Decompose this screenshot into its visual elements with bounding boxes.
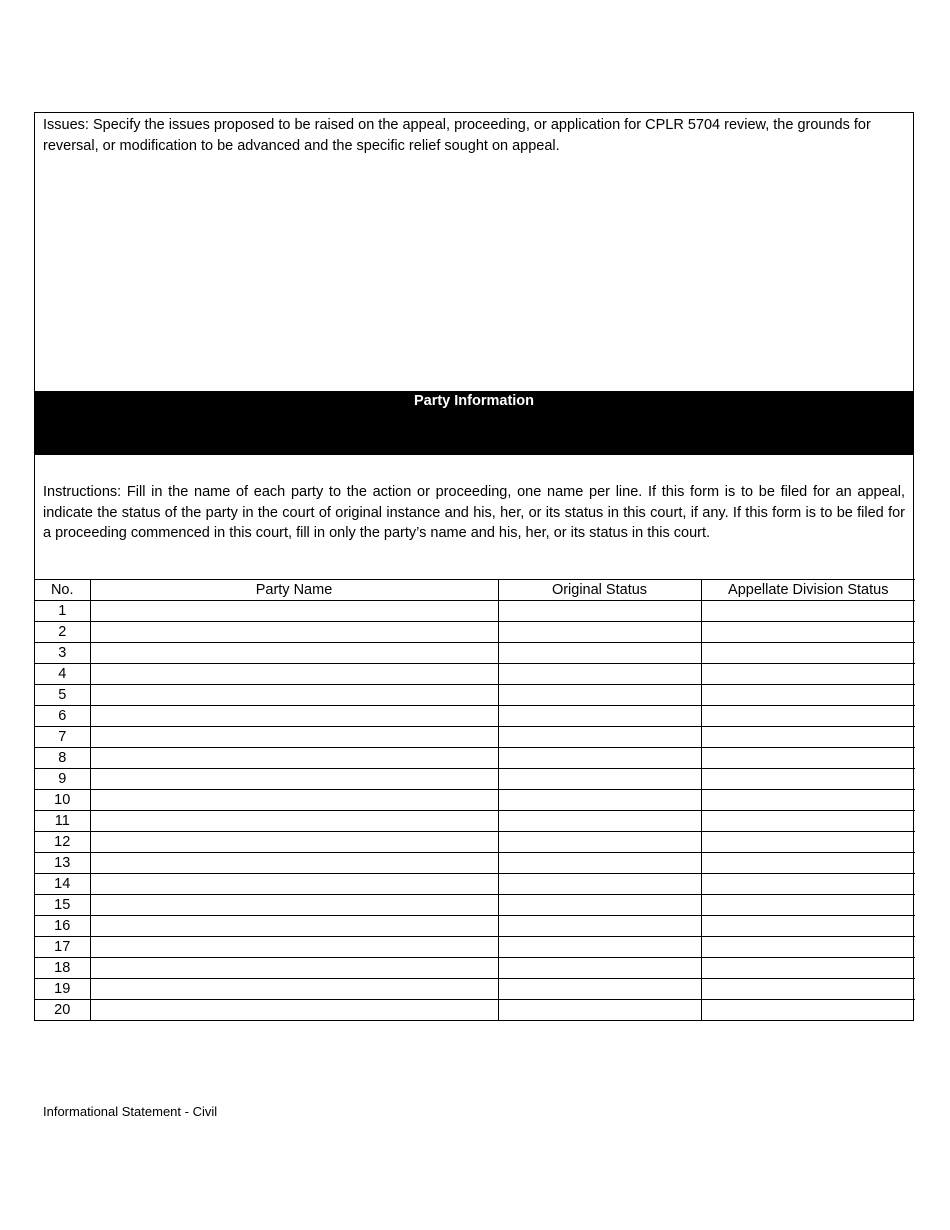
row-number: 10 bbox=[35, 790, 90, 811]
appellate-status-cell[interactable] bbox=[701, 937, 915, 958]
original-status-cell[interactable] bbox=[498, 769, 701, 790]
party-name-cell[interactable] bbox=[90, 832, 498, 853]
table-row bbox=[35, 832, 915, 853]
table-row bbox=[35, 622, 915, 643]
party-name-cell[interactable] bbox=[90, 643, 498, 664]
row-number: 9 bbox=[35, 769, 90, 790]
row-number: 13 bbox=[35, 853, 90, 874]
original-status-cell[interactable] bbox=[498, 958, 701, 979]
column-header-party-name: Party Name bbox=[90, 580, 498, 601]
appellate-status-cell[interactable] bbox=[701, 769, 915, 790]
row-number: 11 bbox=[35, 811, 90, 832]
party-table bbox=[35, 579, 915, 1020]
party-name-cell[interactable] bbox=[90, 874, 498, 895]
original-status-cell[interactable] bbox=[498, 832, 701, 853]
row-number: 3 bbox=[35, 643, 90, 664]
original-status-cell[interactable] bbox=[498, 874, 701, 895]
informational-statement-form bbox=[34, 112, 914, 1021]
row-number: 20 bbox=[35, 1000, 90, 1021]
appellate-status-cell[interactable] bbox=[701, 622, 915, 643]
party-name-cell[interactable] bbox=[90, 727, 498, 748]
party-name-cell[interactable] bbox=[90, 685, 498, 706]
party-name-cell[interactable] bbox=[90, 895, 498, 916]
party-name-cell[interactable] bbox=[90, 769, 498, 790]
party-name-cell[interactable] bbox=[90, 664, 498, 685]
original-status-cell[interactable] bbox=[498, 643, 701, 664]
table-row bbox=[35, 748, 915, 769]
issues-field[interactable] bbox=[35, 113, 913, 391]
party-name-cell[interactable] bbox=[90, 937, 498, 958]
row-number: 17 bbox=[35, 937, 90, 958]
row-number: 14 bbox=[35, 874, 90, 895]
table-row bbox=[35, 1000, 915, 1021]
party-name-cell[interactable] bbox=[90, 601, 498, 622]
original-status-cell[interactable] bbox=[498, 937, 701, 958]
original-status-cell[interactable] bbox=[498, 727, 701, 748]
table-row bbox=[35, 853, 915, 874]
appellate-status-cell[interactable] bbox=[701, 811, 915, 832]
appellate-status-cell[interactable] bbox=[701, 706, 915, 727]
appellate-status-cell[interactable] bbox=[701, 601, 915, 622]
original-status-cell[interactable] bbox=[498, 1000, 701, 1021]
party-name-cell[interactable] bbox=[90, 979, 498, 1000]
party-name-cell[interactable] bbox=[90, 790, 498, 811]
appellate-status-cell[interactable] bbox=[701, 874, 915, 895]
table-row bbox=[35, 664, 915, 685]
row-number: 15 bbox=[35, 895, 90, 916]
column-header-no: No. bbox=[35, 580, 90, 601]
table-row bbox=[35, 895, 915, 916]
row-number: 18 bbox=[35, 958, 90, 979]
party-name-cell[interactable] bbox=[90, 1000, 498, 1021]
row-number: 16 bbox=[35, 916, 90, 937]
table-row bbox=[35, 979, 915, 1000]
table-row bbox=[35, 601, 915, 622]
row-number: 5 bbox=[35, 685, 90, 706]
original-status-cell[interactable] bbox=[498, 664, 701, 685]
appellate-status-cell[interactable] bbox=[701, 958, 915, 979]
issues-instructions: Issues: Specify the issues proposed to be raised on the appeal, proceeding, or application for CPLR 5704 review, the grounds for reversal, or modification to be advanced and the specific relief sought on appeal. bbox=[43, 117, 871, 154]
original-status-cell[interactable] bbox=[498, 916, 701, 937]
party-name-cell[interactable] bbox=[90, 958, 498, 979]
party-information-header bbox=[35, 391, 913, 455]
appellate-status-cell[interactable] bbox=[701, 853, 915, 874]
party-name-cell[interactable] bbox=[90, 916, 498, 937]
appellate-status-cell[interactable] bbox=[701, 790, 915, 811]
appellate-status-cell[interactable] bbox=[701, 685, 915, 706]
party-instructions: Instructions: Fill in the name of each party to the action or proceeding, one name per line. If this form is to be filed for an appeal, indicate the status of the party in the court of original instance and his, her, or its status in this court, if any. If this form is to be filed for a proceeding commenced in this court, fill in only the party’s name and his, her, or its status in this court. bbox=[43, 484, 905, 542]
appellate-status-cell[interactable] bbox=[701, 916, 915, 937]
appellate-status-cell[interactable] bbox=[701, 832, 915, 853]
appellate-status-cell[interactable] bbox=[701, 727, 915, 748]
footer-label: Informational Statement - Civil bbox=[43, 1104, 218, 1119]
party-information-title: Party Information bbox=[413, 393, 535, 409]
column-header-original-status: Original Status bbox=[498, 580, 701, 601]
appellate-status-cell[interactable] bbox=[701, 748, 915, 769]
original-status-cell[interactable] bbox=[498, 895, 701, 916]
row-number: 4 bbox=[35, 664, 90, 685]
table-row bbox=[35, 811, 915, 832]
original-status-cell[interactable] bbox=[498, 790, 701, 811]
original-status-cell[interactable] bbox=[498, 706, 701, 727]
table-row bbox=[35, 643, 915, 664]
appellate-status-cell[interactable] bbox=[701, 1000, 915, 1021]
original-status-cell[interactable] bbox=[498, 622, 701, 643]
appellate-status-cell[interactable] bbox=[701, 643, 915, 664]
table-header-row bbox=[35, 580, 915, 601]
row-number: 7 bbox=[35, 727, 90, 748]
table-row bbox=[35, 874, 915, 895]
table-row bbox=[35, 706, 915, 727]
table-row bbox=[35, 685, 915, 706]
party-name-cell[interactable] bbox=[90, 811, 498, 832]
party-name-cell[interactable] bbox=[90, 853, 498, 874]
row-number: 1 bbox=[35, 601, 90, 622]
original-status-cell[interactable] bbox=[498, 979, 701, 1000]
original-status-cell[interactable] bbox=[498, 811, 701, 832]
table-row bbox=[35, 958, 915, 979]
appellate-status-cell[interactable] bbox=[701, 979, 915, 1000]
original-status-cell[interactable] bbox=[498, 853, 701, 874]
appellate-status-cell[interactable] bbox=[701, 664, 915, 685]
original-status-cell[interactable] bbox=[498, 748, 701, 769]
party-name-cell[interactable] bbox=[90, 706, 498, 727]
original-status-cell[interactable] bbox=[498, 601, 701, 622]
table-row bbox=[35, 790, 915, 811]
table-row bbox=[35, 769, 915, 790]
table-row bbox=[35, 727, 915, 748]
column-header-appellate-status: Appellate Division Status bbox=[701, 580, 915, 601]
appellate-status-cell[interactable] bbox=[701, 895, 915, 916]
row-number: 8 bbox=[35, 748, 90, 769]
table-row bbox=[35, 937, 915, 958]
party-name-cell[interactable] bbox=[90, 622, 498, 643]
row-number: 19 bbox=[35, 979, 90, 1000]
row-number: 6 bbox=[35, 706, 90, 727]
table-row bbox=[35, 916, 915, 937]
party-name-cell[interactable] bbox=[90, 748, 498, 769]
row-number: 2 bbox=[35, 622, 90, 643]
original-status-cell[interactable] bbox=[498, 685, 701, 706]
row-number: 12 bbox=[35, 832, 90, 853]
